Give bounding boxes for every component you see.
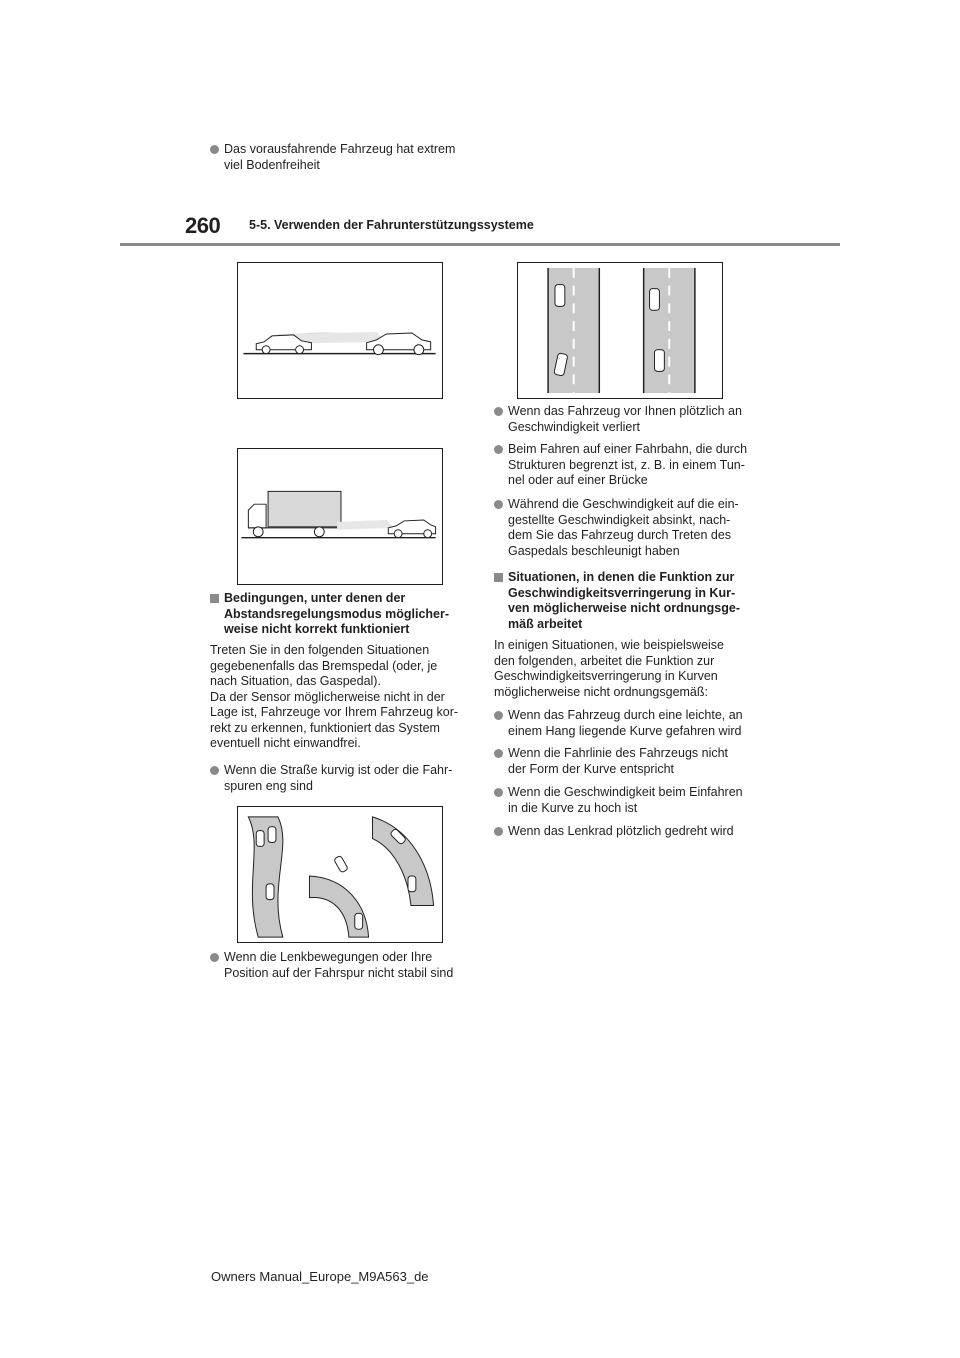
conditions-text: Treten Sie in den folgenden Situationen gegebenenfalls das Bremspedal (oder, je nach Situation, das Gaspedal). Da der Sensor möglicherweise nicht in der Lage ist, Fahrzeuge vor Ihrem Fahrzeug kor- rekt zu erkennen, funktioniert das System eventuell nicht einwandfrei. [210,643,459,750]
curve-text: In einigen Situationen, wie beispielsweise den folgenden, arbeitet die Funktion zur Geschwindigkeitsverringerung in Kurven möglicherweise nicht ordnungsgemäß: [494,638,725,699]
bullet-ground-clearance: Das vorausfahrende Fahrzeug hat extrem viel Bodenfreiheit [210,142,455,173]
footer-manual-id: Owners Manual_Europe_M9A563_de [211,1269,429,1284]
bullet-steering: Wenn die Lenkbewegungen oder Ihre Position auf der Fahrspur nicht stabil sind [210,950,453,981]
bullet-line-mismatch: Wenn die Fahrlinie des Fahrzeugs nicht der Form der Kurve entspricht [494,746,728,777]
bullet-tunnel: Beim Fahren auf einer Fahrbahn, die durch Strukturen begrenzt ist, z. B. in einem Tun- nel oder auf einer Brücke [494,442,747,489]
figure-truck [237,448,443,585]
figure-speed-loss [517,262,723,399]
bullet-curvy-road: Wenn die Straße kurvig ist oder die Fahr- spuren eng sind [210,763,452,794]
bullet-wheel-turned: Wenn das Lenkrad plötzlich gedreht wird [494,824,734,840]
bullet-speed-loss: Wenn das Fahrzeug vor Ihnen plötzlich an Geschwindigkeit verliert [494,404,742,435]
bullet-slope-curve: Wenn das Fahrzeug durch eine leichte, an einem Hang liegende Kurve gefahren wird [494,708,743,739]
section-title: 5-5. Verwenden der Fahrunterstützungssysteme [249,218,534,232]
page-number: 260 [185,213,221,238]
header-divider [120,243,840,246]
figure-curvy-roads [237,806,443,943]
figure-ground-clearance [237,262,443,399]
bullet-speed-high: Wenn die Geschwindigkeit beim Einfahren in die Kurve zu hoch ist [494,785,743,816]
curve-heading: Situationen, in denen die Funktion zur Geschwindigkeitsverringerung in Kur- ven möglicherweise nicht ordnungsge- mäß arbeitet [494,570,740,632]
bullet-accelerate: Während die Geschwindigkeit auf die ein- gestellte Geschwindigkeit absinkt, nach- dem Sie das Fahrzeug durch Treten des Gaspedals beschleunigt haben [494,497,739,559]
conditions-heading: Bedingungen, unter denen der Abstandsregelungsmodus möglicher- weise nicht korrekt funktioniert [210,591,449,638]
